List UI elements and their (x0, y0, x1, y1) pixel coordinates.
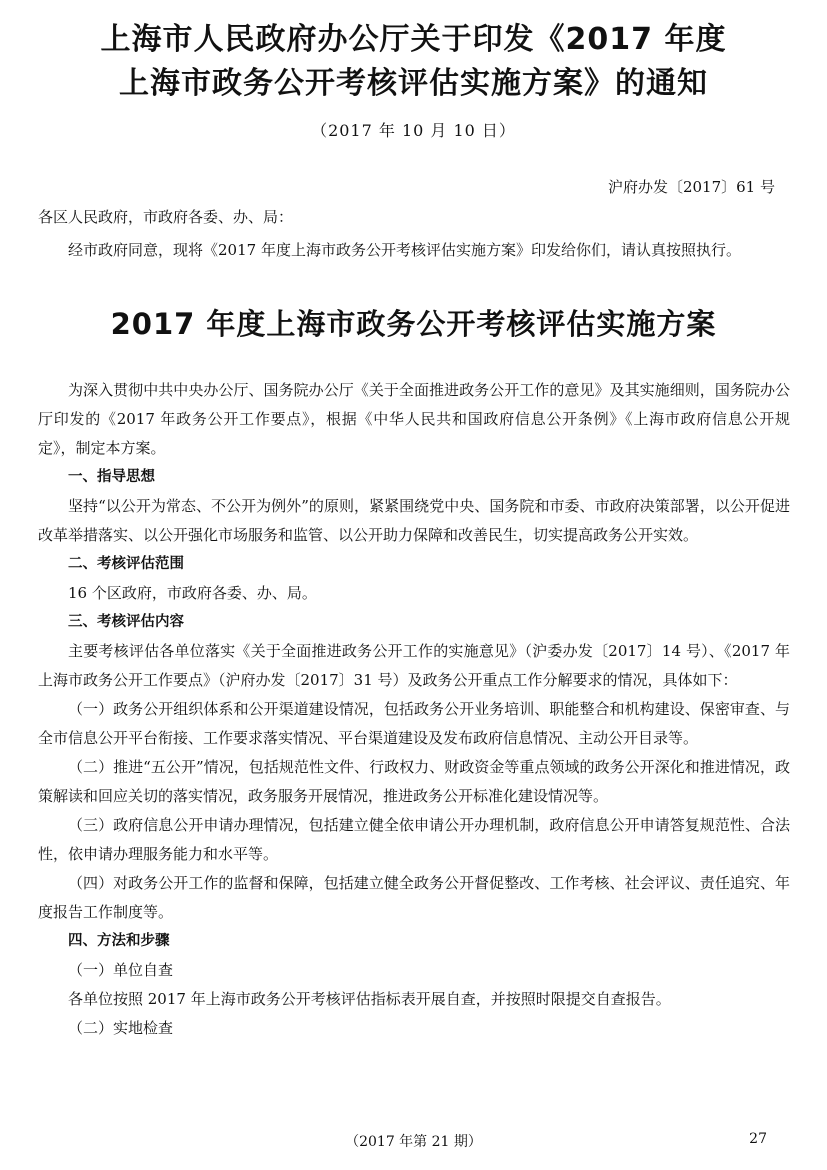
paragraph: （三）政府信息公开申请办理情况，包括建立健全依申请公开办理机制，政府信息公开申请答复规范性、合法性，依申请办理服务能力和水平等。 (38, 816, 790, 863)
section-heading: 四、方法和步骤 (68, 933, 170, 949)
plan-title: 2017 年度上海市政务公开考核评估实施方案 (110, 307, 717, 341)
paragraph: （四）对政务公开工作的监督和保障，包括建立健全政务公开督促整改、工作考核、社会评议、责任追究、年度报告工作制度等。 (38, 874, 790, 921)
paragraph: 主要考核评估各单位落实《关于全面推进政务公开工作的实施意见》（沪委办发〔2017〕14 号）、《2017 年上海市政务公开工作要点》（沪府办发〔2017〕31 号）及政务公开重点工作分解要求的情况，具体如下： (38, 642, 790, 689)
page-number: 27 (749, 1131, 767, 1147)
notice-text: 经市政府同意，现将《2017 年度上海市政务公开考核评估实施方案》印发给你们，请认真按照执行。 (68, 241, 741, 259)
section-heading: 三、考核评估内容 (68, 614, 184, 630)
paragraph: 坚持“以公开为常态、不公开为例外”的原则，紧紧围绕党中央、国务院和市委、市政府决策部署，以公开促进改革举措落实、以公开强化市场服务和监管、以公开助力保障和改善民生，切实提高政务公开实效。 (38, 497, 790, 544)
subsection-heading: （一）单位自查 (68, 961, 174, 979)
section-heading: 一、指导思想 (68, 469, 155, 485)
paragraph: （一）政务公开组织体系和公开渠道建设情况，包括政务公开业务培训、职能整合和机构建设、保密审查、与全市信息公开平台衔接、工作要求落实情况、平台渠道建设及发布政府信息情况、主动公开目录等。 (38, 700, 790, 747)
issue-label: （2017 年第 21 期） (345, 1134, 482, 1150)
addressee: 各区人民政府，市政府各委、办、局： (38, 208, 294, 226)
notice-title-line-2: 上海市政务公开考核评估实施方案》的通知 (119, 66, 708, 101)
section-heading: 二、考核评估范围 (68, 556, 184, 572)
plan-body (38, 376, 790, 1043)
notice-date: （2017 年 10 月 10 日） (311, 121, 516, 140)
paragraph: （二）推进“五公开”情况，包括规范性文件、行政权力、财政资金等重点领域的政务公开深化和推进情况，政策解读和回应关切的落实情况，政务服务开展情况，推进政务公开标准化建设情况等。 (38, 758, 790, 805)
notice-title-line-1: 上海市人民政府办公厅关于印发《2017 年度 (100, 22, 727, 57)
paragraph: 为深入贯彻中共中央办公厅、国务院办公厅《关于全面推进政务公开工作的意见》及其实施细则，国务院办公厅印发的《2017 年政务公开工作要点》，根据《中华人民共和国政府信息公开条例》《上海市政府信息公开规定》，制定本方案。 (38, 381, 790, 457)
subsection-heading: （二）实地检查 (68, 1019, 174, 1037)
paragraph: 各单位按照 2017 年上海市政务公开考核评估指标表开展自查，并按照时限提交自查报告。 (68, 990, 671, 1008)
document-number: 沪府办发〔2017〕61 号 (607, 178, 775, 196)
paragraph: 16 个区政府，市政府各委、办、局。 (68, 584, 317, 602)
